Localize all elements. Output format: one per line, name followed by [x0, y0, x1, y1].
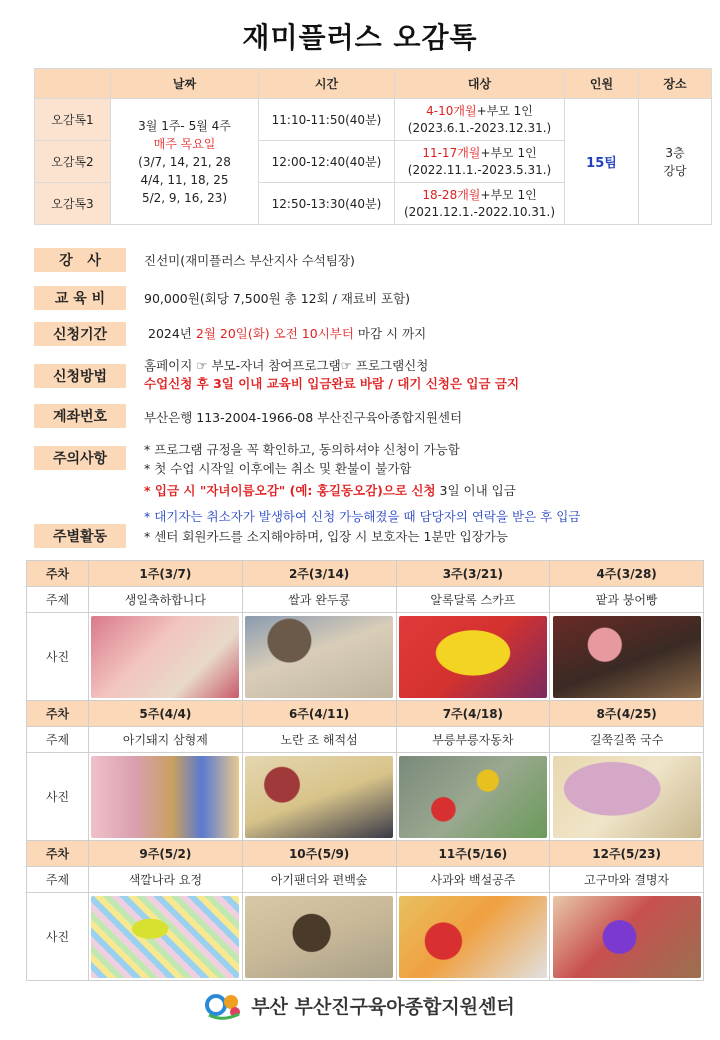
date-list-5: 5/2, 9, 16, 23): [141, 190, 228, 205]
page-title: 재미플러스 오감톡: [242, 21, 478, 54]
center-logo-icon: [205, 990, 243, 1020]
activity-photo: [553, 896, 701, 978]
week-cell: 1주(3/7): [89, 561, 243, 587]
week-row: [27, 701, 704, 727]
topic-cell: 색깔나라 요정: [89, 867, 243, 893]
target-age: 4-10개월: [426, 103, 477, 118]
photo-row: [27, 753, 704, 841]
note-3: [144, 481, 516, 500]
topic-cell: 알록달록 스카프: [396, 587, 550, 613]
session-label: 오감톡2: [35, 141, 111, 183]
week-cell: 6주(4/11): [242, 701, 396, 727]
session-time: 11:10-11:50(40분): [259, 99, 395, 141]
note-2: * 첫 수업 시작일 이후에는 취소 및 환불이 불가함: [144, 461, 412, 476]
week-row: [27, 841, 704, 867]
place-floor: 3층: [665, 145, 685, 160]
account-tag: 계좌번호: [34, 404, 126, 428]
target-birth-range: (2023.6.1.-2023.12.31.): [407, 120, 552, 135]
footer-org-name: 부산 부산진구육아종합지원센터: [251, 995, 515, 1018]
photo-row: [27, 613, 704, 701]
target-parent: +부모 1인: [480, 187, 537, 202]
period-value: [148, 324, 426, 343]
period-tag: 신청기간: [34, 322, 126, 346]
week-cell: 3주(3/21): [396, 561, 550, 587]
session-label: 오감톡3: [35, 183, 111, 225]
weekly-tag: 주별활동: [34, 524, 126, 548]
target-parent: +부모 1인: [476, 103, 533, 118]
date-list-4: 4/4, 11, 18, 25: [140, 172, 229, 187]
week-row: [27, 561, 704, 587]
week-header: 주차: [27, 841, 89, 867]
topic-header: 주제: [27, 587, 89, 613]
week-cell: 2주(3/14): [242, 561, 396, 587]
footer: [0, 990, 720, 1020]
instructor-value: 진선미(재미플러스 부산지사 수석팀장): [144, 253, 355, 268]
period-end: 마감 시 까지: [353, 326, 427, 341]
method-tag: 신청방법: [34, 364, 126, 388]
fee-tag: 교 육 비: [34, 286, 126, 310]
method-line-1: 홈페이지 ☞ 부모-자녀 참여프로그램☞ 프로그램신청: [144, 358, 429, 373]
photo-header: 사진: [27, 893, 89, 981]
header-date: 날짜: [111, 69, 259, 99]
target-age: 11-17개월: [422, 145, 481, 160]
photo-row: [27, 893, 704, 981]
header-target: 대상: [395, 69, 565, 99]
week-header: 주차: [27, 561, 89, 587]
topic-cell: 아기돼지 삼형제: [89, 727, 243, 753]
topic-cell: 쌀과 완두콩: [242, 587, 396, 613]
session-target: [395, 99, 565, 141]
activity-photo: [245, 756, 393, 838]
instructor-tag: 강 사: [34, 248, 126, 272]
method-line-2: 수업신청 후 3일 이내 교육비 입금완료 바람 / 대기 신청은 입금 금지: [144, 376, 520, 391]
session-label: 오감톡1: [35, 99, 111, 141]
note-3-tail: 3일 이내 입금: [435, 483, 516, 498]
date-weekday: 매주 목요일: [153, 136, 216, 151]
session-target: [395, 141, 565, 183]
topic-header: 주제: [27, 867, 89, 893]
topic-cell: 고구마와 결명자: [550, 867, 704, 893]
target-birth-range: (2022.11.1.-2023.5.31.): [407, 162, 552, 177]
activity-photo: [399, 756, 547, 838]
date-list-3: (3/7, 14, 21, 28: [138, 154, 231, 169]
activity-photo: [91, 616, 239, 698]
schedule-table: [34, 68, 712, 225]
session-time: 12:00-12:40(40분): [259, 141, 395, 183]
topic-cell: 노란 조 해적섬: [242, 727, 396, 753]
schedule-corner: [35, 69, 111, 99]
week-cell: 5주(4/4): [89, 701, 243, 727]
period-year: 2024년: [148, 326, 196, 341]
weekly-table: [26, 560, 704, 981]
topic-row: [27, 867, 704, 893]
topic-cell: 부릉부릉자동차: [396, 727, 550, 753]
week-cell: 12주(5/23): [550, 841, 704, 867]
topic-cell: 생일축하합니다: [89, 587, 243, 613]
fee-value: 90,000원(회당 7,500원 총 12회 / 재료비 포함): [144, 291, 411, 306]
activity-photo: [553, 756, 701, 838]
note-4: * 대기자는 취소자가 발생하여 신청 가능해졌을 때 담당자의 연락을 받은 후 입금: [144, 509, 581, 524]
week-cell: 11주(5/16): [396, 841, 550, 867]
date-cell: [111, 99, 259, 225]
session-target: [395, 183, 565, 225]
topic-row: [27, 587, 704, 613]
note-3-emphasis: * 입금 시 "자녀이름오감" (예: 홍길동오감)으로 신청: [144, 483, 436, 498]
week-cell: 8주(4/25): [550, 701, 704, 727]
header-count: 인원: [565, 69, 639, 99]
target-birth-range: (2021.12.1.-2022.10.31.): [403, 204, 556, 219]
week-cell: 10주(5/9): [242, 841, 396, 867]
topic-row: [27, 727, 704, 753]
activity-photo: [245, 616, 393, 698]
week-cell: 7주(4/18): [396, 701, 550, 727]
topic-header: 주제: [27, 727, 89, 753]
place-cell: [639, 99, 712, 225]
header-place: 장소: [639, 69, 712, 99]
topic-cell: 아기팬더와 편백숲: [242, 867, 396, 893]
note-1: * 프로그램 규정을 꼭 확인하고, 동의하셔야 신청이 가능함: [144, 442, 460, 457]
target-age: 18-28개월: [422, 187, 481, 202]
header-time: 시간: [259, 69, 395, 99]
week-header: 주차: [27, 701, 89, 727]
photo-header: 사진: [27, 613, 89, 701]
period-start: 2월 20일(화) 오전 10시부터: [195, 326, 354, 341]
date-range: 3월 1주- 5월 4주: [138, 118, 231, 133]
schedule-header-row: [35, 69, 712, 99]
week-cell: 9주(5/2): [89, 841, 243, 867]
notes-tag: 주의사항: [34, 446, 126, 470]
topic-cell: 팥과 붕어빵: [550, 587, 704, 613]
activity-photo: [399, 896, 547, 978]
count-cell: 15팀: [565, 99, 639, 225]
activity-photo: [553, 616, 701, 698]
schedule-row: [35, 99, 712, 141]
place-room: 강당: [663, 163, 687, 178]
activity-photo: [399, 616, 547, 698]
photo-header: 사진: [27, 753, 89, 841]
note-5: * 센터 회원카드를 소지해야하며, 입장 시 보호자는 1분만 입장가능: [144, 529, 508, 544]
activity-photo: [91, 896, 239, 978]
week-cell: 4주(3/28): [550, 561, 704, 587]
activity-photo: [245, 896, 393, 978]
activity-photo: [91, 756, 239, 838]
account-value: 부산은행 113-2004-1966-08 부산진구육아종합지원센터: [144, 410, 463, 425]
session-time: 12:50-13:30(40분): [259, 183, 395, 225]
topic-cell: 길쭉길쭉 국수: [550, 727, 704, 753]
topic-cell: 사과와 백설공주: [396, 867, 550, 893]
target-parent: +부모 1인: [480, 145, 537, 160]
